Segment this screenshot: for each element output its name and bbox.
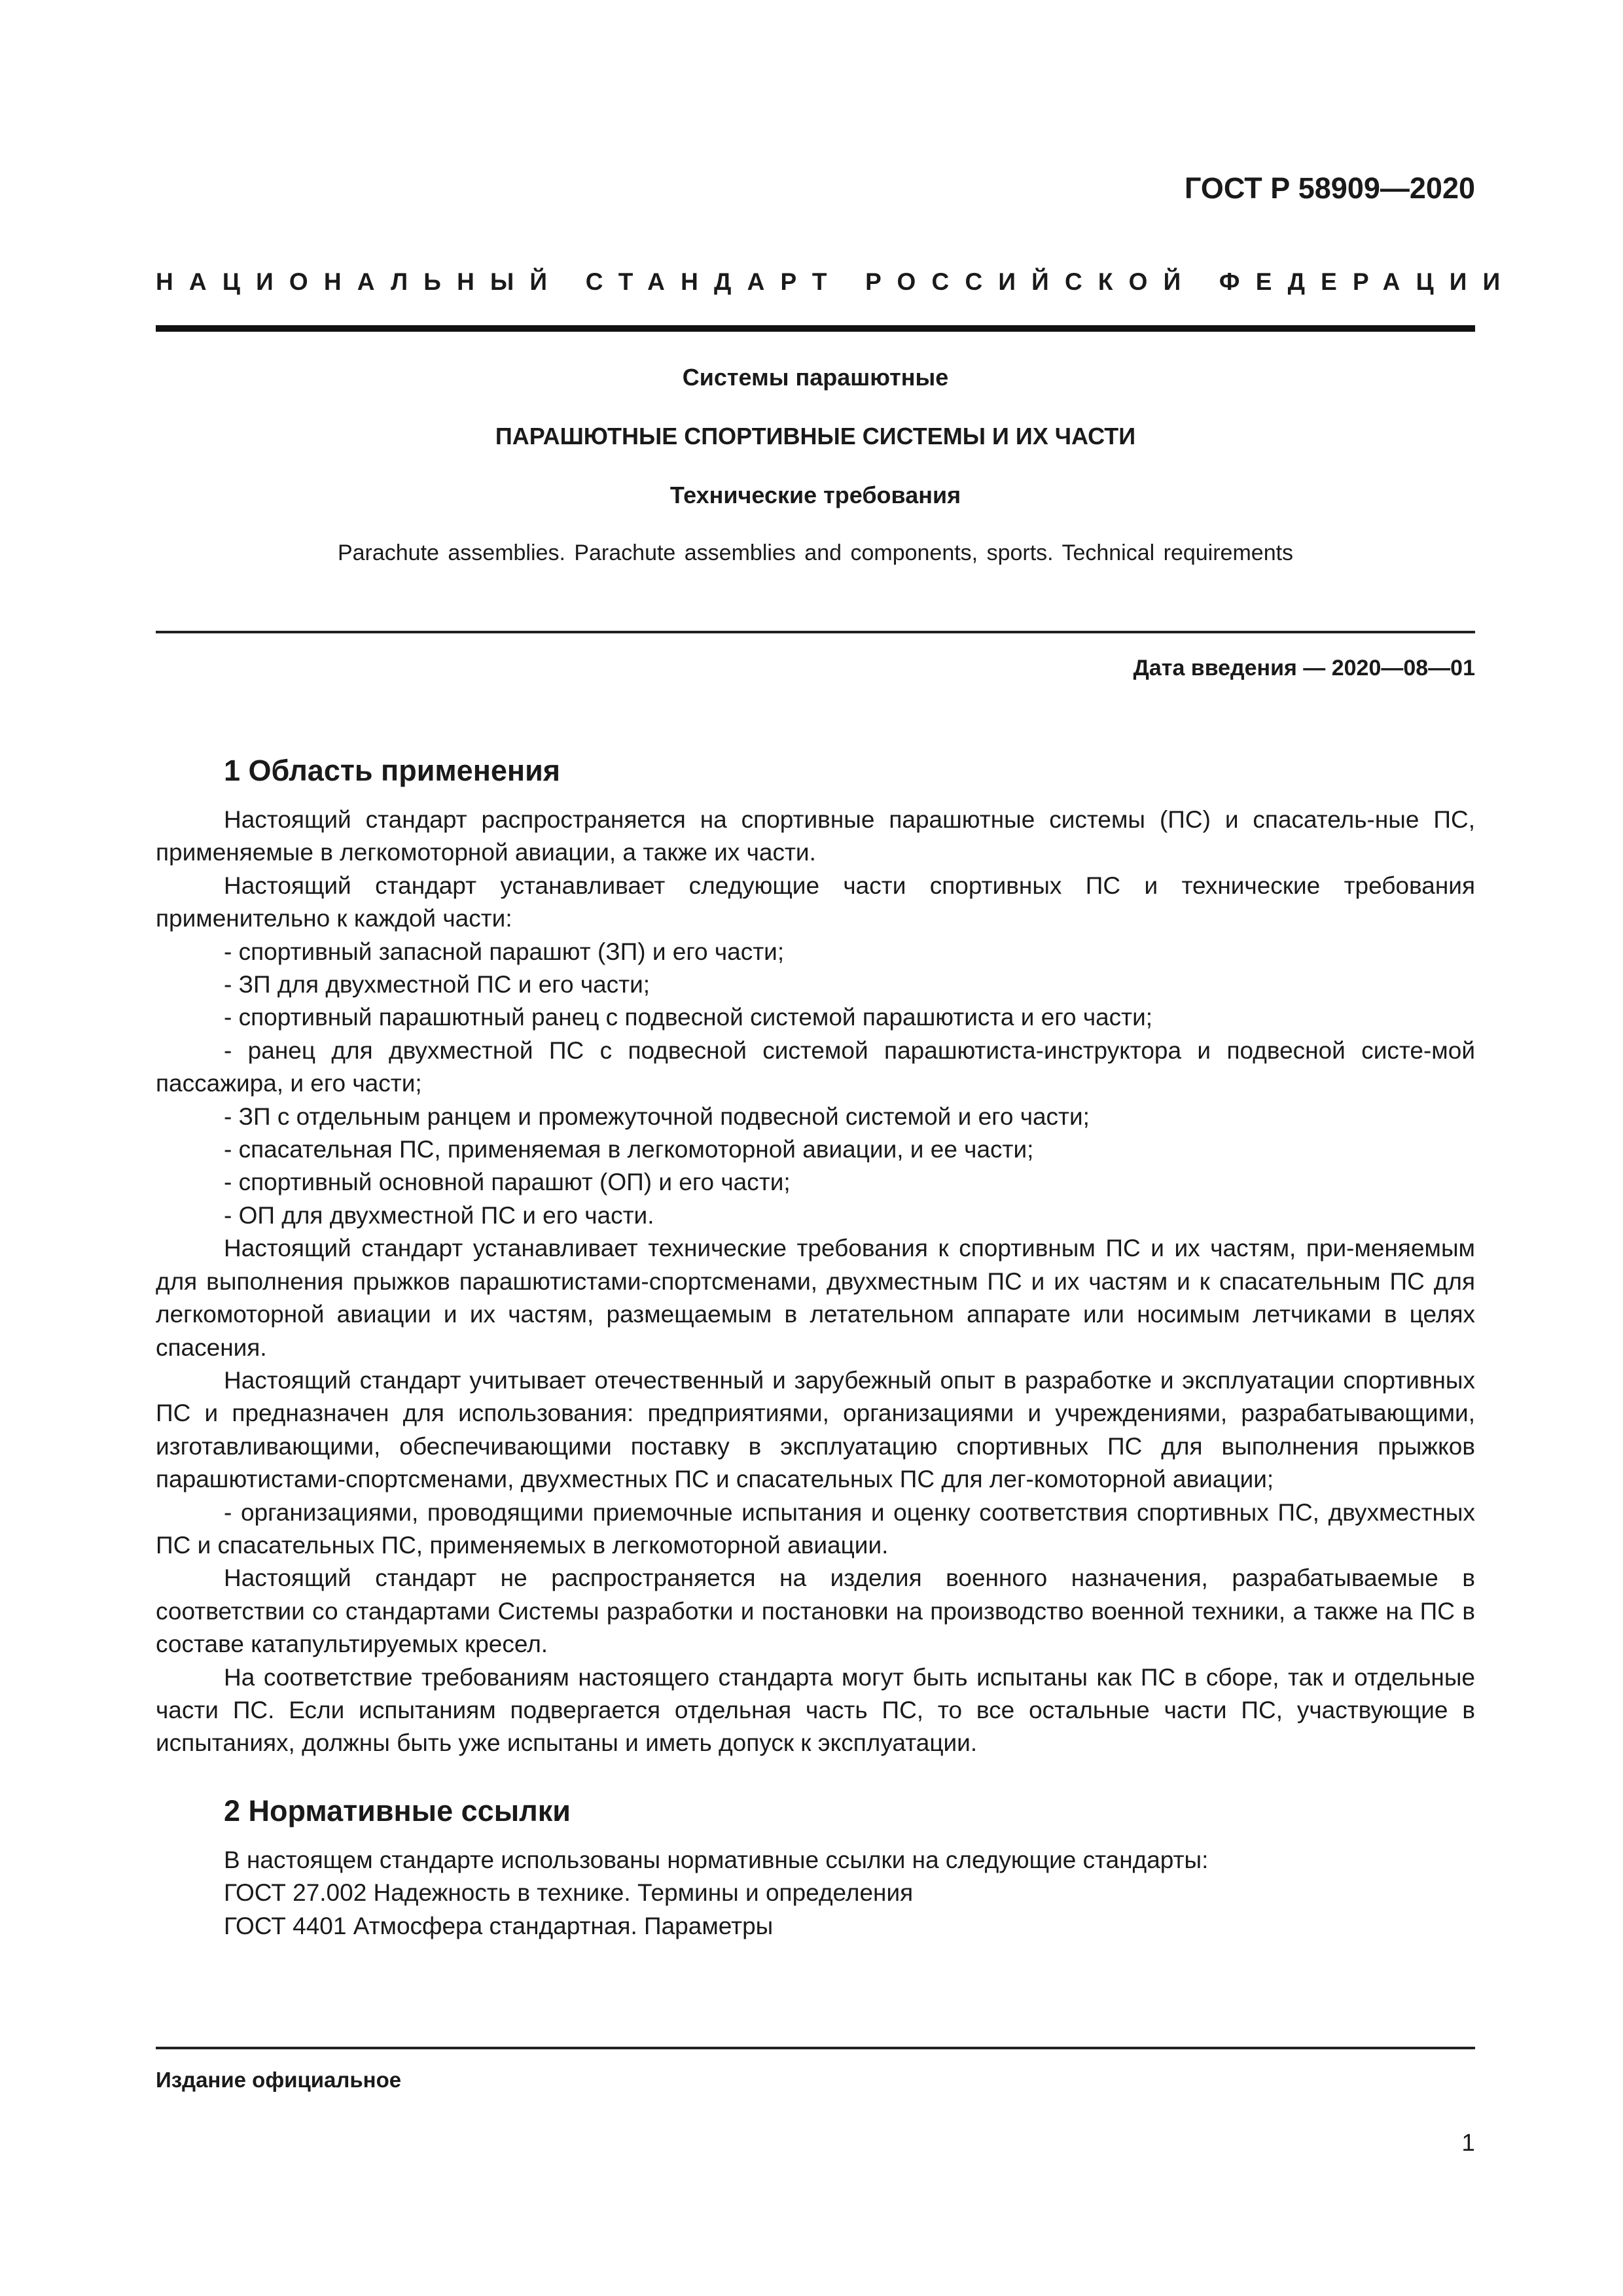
title-block — [156, 364, 1475, 567]
page-number: 1 — [1461, 2129, 1475, 2156]
edition-label: Издание официальное — [156, 2068, 402, 2092]
list-item: - спасательная ПС, применяемая в легкомоторной авиации, и ее части; — [224, 1136, 1034, 1163]
section-2-heading: 2 Нормативные ссылки — [224, 1793, 571, 1828]
list-item: - организациями, проводящими приемочные испытания и оценку соответствия спортивных ПС, двухместных ПС и спасательных ПС, применяемых в легкомоторной авиации. — [156, 1498, 1475, 1559]
list-item: - ранец для двухместной ПС с подвесной системой парашютиста-инструктора и подвесной систе-мой пассажира, и его части; — [156, 1036, 1475, 1097]
title-divider — [156, 631, 1475, 633]
list-item: - ОП для двухместной ПС и его части. — [224, 1201, 654, 1229]
document-page — [156, 0, 1516, 2296]
paragraph: Настоящий стандарт не распространяется на изделия военного назначения, разрабатываемые в соответствии со стандартами Системы разработки и постановки на производство военной техники, а также на ПС в составе катапультируемых кресел. — [156, 1564, 1475, 1658]
reference-item: ГОСТ 27.002 Надежность в технике. Термины и определения — [224, 1879, 914, 1907]
header-divider-thick — [156, 325, 1475, 332]
standard-number: ГОСТ Р 58909—2020 — [1184, 171, 1475, 205]
paragraph: Настоящий стандарт распространяется на спортивные парашютные системы (ПС) и спасатель-ные ПС, применяемые в легкомоторной авиации, а также их части. — [156, 806, 1475, 866]
paragraph: Настоящий стандарт учитывает отечественный и зарубежный опыт в разработке и эксплуатации спортивных ПС и предназначен для использования: предприятиями, организациями и учреждениями, разрабатывающими, изготавливающими, обеспечивающими поставку в эксплуатацию спортивных ПС для выполнения прыжков парашютистами-спортсменами, двухместных ПС и спасательных ПС для лег-комоторной авиации; — [156, 1366, 1475, 1493]
list-item: - ЗП для двухместной ПС и его части; — [224, 971, 651, 998]
reference-item: ГОСТ 4401 Атмосфера стандартная. Параметры — [224, 1912, 774, 1939]
paragraph: На соответствие требованиям настоящего стандарта могут быть испытаны как ПС в сборе, так и отдельные части ПС. Если испытаниям подвергается отдельная часть ПС, то все остальные части ПС, участвующие в испытаниях, должны быть уже испытаны и иметь допуск к эксплуатации. — [156, 1663, 1475, 1757]
main-title: ПАРАШЮТНЫЕ СПОРТИВНЫЕ СИСТЕМЫ И ИХ ЧАСТИ — [495, 423, 1136, 450]
paragraph: Настоящий стандарт устанавливает следующие части спортивных ПС и технические требования применительно к каждой части: — [156, 872, 1475, 932]
list-item: - ЗП с отдельным ранцем и промежуточной подвесной системой и его части; — [224, 1103, 1090, 1130]
references-intro: В настоящем стандарте использованы нормативные ссылки на следующие стандарты: — [224, 1846, 1209, 1873]
section-1-heading: 1 Область применения — [224, 754, 561, 787]
paragraph: Настоящий стандарт устанавливает технические требования к спортивным ПС и их частям, при-меняемым для выполнения прыжков парашютистами-спортсменами, двухместным ПС и их частям и к спасательным ПС для легкомоторной авиации и их частям, размещаемым в летательном аппарате или носимым летчиками в целях спасения. — [156, 1235, 1475, 1361]
date-of-introduction: Дата введения — 2020—08—01 — [1133, 656, 1475, 680]
english-title: Parachute assemblies. Parachute assemblies and components, sports. Technical requirements — [337, 540, 1294, 565]
list-item: - спортивный основной парашют (ОП) и его части; — [224, 1169, 791, 1196]
list-item: - спортивный запасной парашют (ЗП) и его части; — [224, 938, 785, 965]
list-item: - спортивный парашютный ранец с подвесной системой парашютиста и его части; — [224, 1004, 1153, 1031]
subtitle: Технические требования — [669, 482, 961, 508]
document-body — [156, 752, 1475, 1943]
national-standard-banner: НАЦИОНАЛЬНЫЙ СТАНДАРТ РОССИЙСКОЙ ФЕДЕРАЦИИ — [156, 268, 1516, 295]
footer-divider — [156, 2047, 1475, 2049]
system-title: Системы парашютные — [682, 364, 949, 391]
